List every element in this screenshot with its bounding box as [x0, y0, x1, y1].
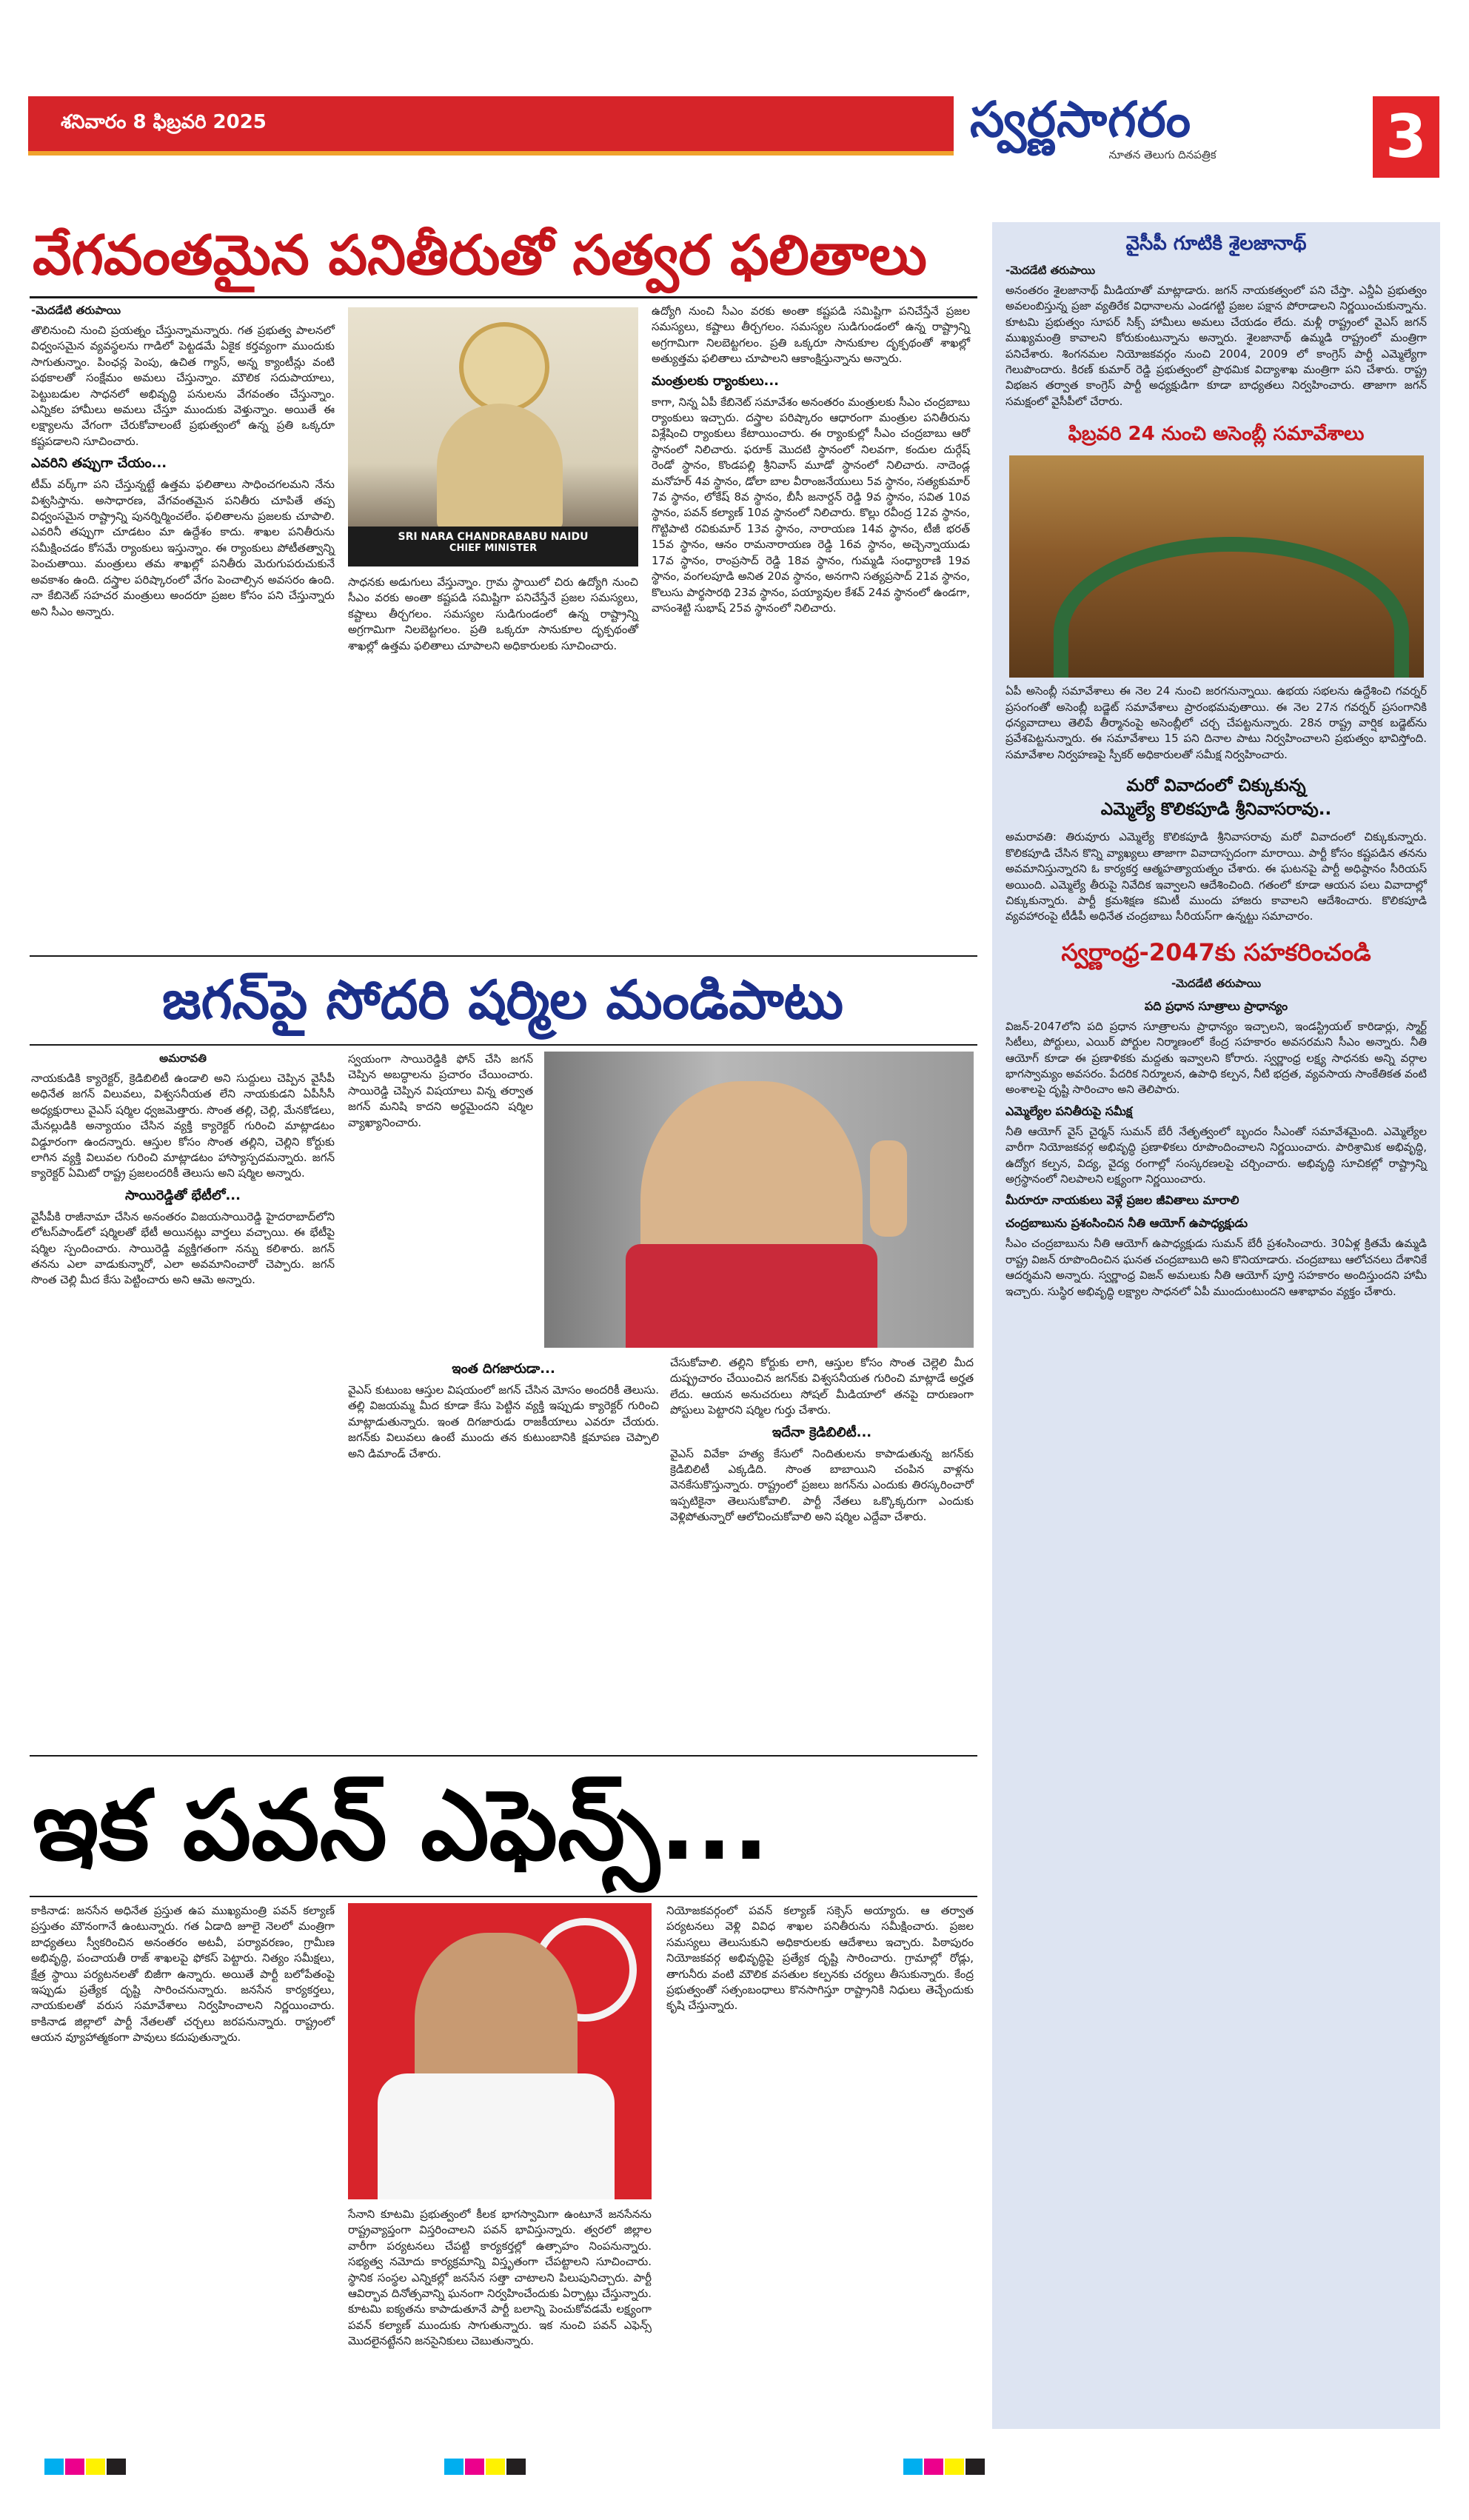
- sidebar-story3-text: అమరావతి: తిరువూరు ఎమ్మెల్యే కొలికపూడి శ్రీనివాసరావు మరో వివాదంలో చిక్కుకున్నారు. కొలికపూడి చేసిన కొన్ని వ్యాఖ్యలు తాజాగా వివాదాస్పదంగా మారాయి. పార్టీ కోసం కష్టపడిన తనను అవమానిస్తున్నారని ఓ కార్యకర్త ఆత్మహత్యాయత్నం చేశారు. ఈ ఘటనపై పార్టీ అధిష్ఠానం సీరియస్ అయింది. ఎమ్మెల్యే తీరుపై నివేదిక ఇవ్వాలని ఆదేశించింది. గతంలో కూడా ఆయన పలు వివాదాల్లో చిక్కుకున్నారు. పార్టీ క్రమశిక్షణ కమిటీ ముందు హాజరు కావాలని ఆదేశించారు. కొలికపూడి వ్యవహారంపై టీడీపీ అధినేత చంద్రబాబు సీరియస్‌గా ఉన్నట్టు సమాచారం.: [1005, 830, 1430, 923]
- sidebar-story1-headline: వైసీపీ గూటికి శైలజానాథ్: [1125, 233, 1307, 255]
- story1-para1: తొలినుంచి నుంచి ప్రయత్నం చేస్తున్నామన్నారు. గత ప్రభుత్వ పాలనలో విధ్వంసమైన వ్యవస్థలను గాడిలో పెట్టడమే ఏకైక కర్తవ్యంగా ముందుకు సాగుతున్నాం. పింఛన్ల పెంపు, ఉచిత గ్యాస్, అన్న క్యాంటీన్లు వంటి పథకాలతో సంక్షేమం అమలు చేస్తున్నాం. మౌలిక సదుపాయాలు, పెట్టుబడుల సాధనలో అభివృద్ధి పనులను వేగవంతం చేస్తున్నాం. ఎన్నికల హామీలు అమలు చేస్తూ ముందుకు వెళ్తున్నాం. అయితే ఈ లక్ష్యాలను వేగంగా చేరుకోవాలంటే ప్రభుత్వంలో ఉన్న ప్రతి ఒక్కరూ కష్టపడాలని సూచించారు.: [31, 324, 338, 448]
- story1-para3: సాధనకు అడుగులు వేస్తున్నాం. గ్రామ స్థాయిలో చిరు ఉద్యోగి నుంచి సీఎం వరకు అంతా కష్టపడి సమిష్టిగా పనిచేస్తేనే ప్రజల సమస్యలు, కష్టాలు తీర్చగలం. సమస్యల సుడిగుండంలో ఉన్న రాష్ట్రాన్ని అగ్రగామిగా నిలబెట్టగలం. ప్రతి ఒక్కరూ సానుకూల దృక్పథంతో శాఖల్లో ఉత్తమ ఫలితాలు చూపాలని అధికారులకు సూచించారు.: [348, 575, 642, 652]
- registration-bar-left: [44, 2459, 127, 2478]
- story1-col3: [652, 304, 974, 616]
- sidebar-story4-sub1: పది ప్రధాన సూత్రాలు ప్రాధాన్యం: [1144, 998, 1288, 1013]
- story1-rule: [30, 296, 977, 298]
- story2-byline: అమరావతి: [159, 1052, 207, 1065]
- story1-subhead2: మంత్రులకు ర్యాంకులు...: [652, 372, 780, 389]
- story3-headline: ఇక పవన్ ఎఫెన్స్...: [33, 1769, 769, 1882]
- story3-para1: కాకినాడ: జనసేన అధినేత ప్రస్తుత ఉప ముఖ్యమంత్రి పవన్ కల్యాణ్ ప్రస్తుతం మౌనంగానే ఉంటున్నారు. గత ఏడాది జూలై నెలలో మంత్రిగా బాధ్యతలు స్వీకరించిన అనంతరం అటవీ, పర్యావరణం, గ్రామీణ అభివృద్ధి, పంచాయతీ రాజ్ శాఖలపై ఫోకస్ పెట్టారు. నిత్యం సమీక్షలు, క్షేత్ర స్థాయి పర్యటనలతో బిజీగా ఉన్నారు. అయితే పార్టీ బలోపేతంపై ఇప్పుడు ప్రత్యేక దృష్టి సారించనున్నారు. జనసేన కార్యకర్తలు, నాయకులతో వరుస సమావేశాలు నిర్వహించాలని నిర్ణయించారు. కాకినాడ జిల్లాలో పార్టీ నేతలతో చర్చలు జరపనున్నారు. రాష్ట్రంలో ఆయన వ్యూహాత్మకంగా పావులు కదుపుతున్నారు.: [31, 1904, 338, 2045]
- photo-caption-role: CHIEF MINISTER: [449, 543, 538, 554]
- sidebar-story4-headline: స్వర్ణాంధ్ర-2047కు సహకరించండి: [1061, 938, 1371, 966]
- raised-hand: [870, 1140, 907, 1237]
- story1-col1: [31, 304, 338, 620]
- date-bar-stripe: [28, 151, 954, 156]
- story3-para2: నియోజకవర్గంలో పవన్ కల్యాణ్ సక్సెస్ అయ్యారు. ఆ తర్వాత పర్యటనలు వెళ్లి వివిధ శాఖల పనితీరును సమీక్షించారు. ప్రజల సమస్యలు తెలుసుకుని అధికారులకు ఆదేశాలు ఇచ్చారు. పిఠాపురం నియోజకవర్గ అభివృద్ధిపై ప్రత్యేక దృష్టి సారించారు. గ్రామాల్లో రోడ్లు, తాగునీరు వంటి మౌలిక వసతుల కల్పనకు చర్యలు తీసుకున్నారు. కేంద్ర ప్రభుత్వంతో సత్సంబంధాలు కొనసాగిస్తూ రాష్ట్రానికి నిధులు తెచ్చేందుకు కృషి చేస్తున్నారు.: [666, 1904, 977, 2013]
- story2-subhead1: సాయిరెడ్డితో భేటీలో...: [125, 1187, 241, 1203]
- saree-shape: [626, 1244, 877, 1348]
- story3-para3: సేనాని కూటమి ప్రభుత్వంలో కీలక భాగస్వామిగా ఉంటూనే జనసేనను రాష్ట్రవ్యాప్తంగా విస్తరించాలని పవన్ భావిస్తున్నారు. త్వరలో జిల్లాల వారీగా పర్యటనలు చేపట్టి కార్యకర్తల్లో ఉత్సాహం నింపనున్నారు. సభ్యత్వ నమోదు కార్యక్రమాన్ని విస్తృతంగా చేపట్టాలని సూచించారు. స్థానిక సంస్థల ఎన్నికల్లో జనసేన సత్తా చాటాలని పిలుపునిచ్చారు. పార్టీ ఆవిర్భావ దినోత్సవాన్ని ఘనంగా నిర్వహించేందుకు ఏర్పాట్లు చేస్తున్నారు. కూటమి ఐక్యతను కాపాడుతూనే పార్టీ బలాన్ని పెంచుకోవడమే లక్ష్యంగా పవన్ కల్యాణ్ ముందుకు సాగుతున్నారు. ఇక నుంచి పవన్ ఎఫెన్స్ మొదలైనట్టేనని జనసైనికులు చెబుతున్నారు.: [348, 2207, 655, 2348]
- story2-col2-top: [348, 1052, 537, 1131]
- story3-rule-top: [30, 1755, 977, 1757]
- date-text: శనివారం 8 ఫిబ్రవరి 2025: [61, 111, 267, 133]
- sidebar-story4-text2: నీతి ఆయోగ్ వైస్ చైర్మన్ సుమన్ బేరీ నేతృత్వంలో బృందం సీఎంతో సమావేశమైంది. ఎమ్మెల్యేల వారీగా నియోజకవర్గ అభివృద్ధి ప్రణాళికలు రూపొందించాలని నిర్ణయించారు. పారిశ్రామిక అభివృద్ధి, ఉద్యోగ కల్పన, విద్య, వైద్య రంగాల్లో సంస్కరణలపై చర్చించారు. అభివృద్ధి సూచికల్లో రాష్ట్రాన్ని అగ్రస్థానంలో నిలపాలని లక్ష్యంగా నిర్ణయించారు.: [1005, 1124, 1430, 1186]
- story3-col1: [31, 1903, 338, 2046]
- story2-col1: [31, 1052, 338, 1289]
- assembly-seats: [1054, 537, 1409, 678]
- sidebar-story1-byline: -మెదడేటి తరుపాయి: [1005, 264, 1096, 277]
- sidebar-story4-text3: సీఎం చంద్రబాబును నీతి ఆయోగ్ ఉపాధ్యక్షుడు సుమన్ బేరీ ప్రశంసించారు. 30ఏళ్ల క్రితమే ఉమ్మడి రాష్ట్ర విజన్ రూపొందించిన ఘనత చంద్రబాబుది అని కొనియాడారు. చంద్రబాబు ఆలోచనలు దేశానికే ఆదర్శమని అన్నారు. స్వర్ణాంధ్ర విజన్ అమలుకు నీతి ఆయోగ్ పూర్తి సహకారం అందిస్తుందని హామీ ఇచ్చారు. సుస్థిర అభివృద్ధి లక్ష్యాల సాధనలో ఏపీ ముందుంటుందని ఆశాభావం వ్యక్తం చేశారు.: [1005, 1237, 1430, 1298]
- white-shirt: [378, 2073, 615, 2199]
- sidebar-story4-sub3: మీరూరూ నాయకులు వెళ్లే ప్రజల జీవితాలు మారాలి: [1005, 1193, 1239, 1208]
- story2-para6: వైఎస్ వివేకా హత్య కేసులో నిందితులను కాపాడుతున్న జగన్‌కు క్రెడిబిలిటీ ఎక్కడిది. సొంత బాబాయిని చంపిన వాళ్లను వెనకేసుకొస్తున్నారు. రాష్ట్రంలో ప్రజలు జగన్‌ను ఎందుకు తిరస్కరించారో ఇప్పటికైనా తెలుసుకోవాలి. పార్టీ నేతలు ఒక్కొక్కరుగా ఎందుకు వెళ్లిపోతున్నారో ఆలోచించుకోవాలి అని షర్మిల ఎద్దేవా చేశారు.: [670, 1446, 977, 1524]
- sidebar-story1-text: అనంతరం శైలజానాథ్ మీడియాతో మాట్లాడారు. జగన్ నాయకత్వంలో పని చేస్తా. ఎన్డీఏ ప్రభుత్వం అవలంబిస్తున్న ప్రజా వ్యతిరేక విధానాలను ఎండగట్టి ప్రజల పక్షాన పోరాడాలని నిర్ణయించుకున్నాను. కూటమి ప్రభుత్వం సూపర్ సిక్స్ హామీలు అమలు చేయడం లేదు. మళ్లీ రాష్ట్రంలో వైఎస్ జగన్ ముఖ్యమంత్రి కావాలని కోరుకుంటున్నాను అన్నారు. శైలజానాథ్ ఉమ్మడి రాష్ట్రంలో మంత్రిగా పనిచేశారు. శింగనమల నియోజకవర్గం నుంచి 2004, 2009 లో కాంగ్రెస్ పార్టీ ఎమ్మెల్యేగా గెలుపొందారు. కిరణ్ కుమార్ రెడ్డి ప్రభుత్వంలో ప్రాథమిక విద్యాశాఖ మంత్రిగా పని చేశారు. రాష్ట్ర విభజన తర్వాత కాంగ్రెస్ పార్టీ అధ్యక్షుడిగా కూడా బాధ్యతలు నిర్వహించారు. తాజాగా జగన్ సమక్షంలో వైసీపీలో చేరారు.: [1005, 284, 1430, 408]
- sidebar-story3-headline-line1: మరో వివాదంలో చిక్కుకున్న: [1126, 776, 1306, 796]
- story2-headline: జగన్‌పై సోదరి షర్మిల మండిపాటు: [161, 969, 844, 1031]
- photo-caption-name: SRI NARA CHANDRABABU NAIDU: [398, 531, 589, 543]
- sidebar-story4-byline: -మెదడేటి తరుపాయి: [1171, 976, 1262, 990]
- story2-para4: వైఎస్ కుటుంబ ఆస్తుల విషయంలో జగన్ చేసిన మోసం అందరికీ తెలుసు. తల్లి విజయమ్మ మీద కూడా కేసు పెట్టిన వ్యక్తి ఇప్పుడు క్యారెక్టర్ గురించి మాట్లాడుతున్నారు. ఇంత దిగజారుడు రాజకీయాలు ఎవరూ చేయరు. జగన్‌కు విలువలు ఉంటే ముందు తన కుటుంబానికి క్షమాపణ చెప్పాలి అని డిమాండ్ చేశారు.: [348, 1383, 663, 1460]
- masthead-logo: [970, 89, 1355, 170]
- story2-col2-bottom: [348, 1355, 663, 1462]
- story2-subhead3: ఇదేనా క్రెడిబిలిటీ...: [772, 1424, 872, 1440]
- story1-subhead1: ఎవరిని తప్పుగా చేయం...: [31, 455, 167, 472]
- registration-bar-right: [903, 2459, 986, 2478]
- story3-col3: [666, 1903, 977, 2014]
- masthead-title: స్వర్ణసాగరం: [970, 91, 1192, 148]
- story1-photo: [348, 307, 638, 567]
- sidebar-story4-text1: విజన్-2047లోని పది ప్రధాన సూత్రాలను ప్రాధాన్యం ఇచ్చాలని, ఇండస్ట్రియల్ కారిడార్లు, స్మార్ట్ సిటీలు, పోర్టులు, ఎయిర్ పోర్టుల నిర్మాణంలో కేంద్ర సహకారం అవసరమని సీఎం అన్నారు. నీతి ఆయోగ్ కూడా ఈ ప్రణాళికకు మద్దతు ఇవ్వాలని కోరారు. స్వర్ణాంధ్ర లక్ష్య సాధనకు అన్ని వర్గాల భాగస్వామ్యం అవసరం. పేదరిక నిర్మూలన, ఉపాధి కల్పన, నీటి భద్రత, వ్యవసాయ సాంకేతికత వంటి అంశాలపై దృష్టి సారించాం అని తెలిపారు.: [1005, 1019, 1430, 1097]
- story1-headline: వేగవంతమైన పనితీరుతో సత్వర ఫలితాలు: [33, 224, 927, 287]
- story1-para4: ఉద్యోగి నుంచి సీఎం వరకు అంతా కష్టపడి సమిష్టిగా పనిచేస్తేనే ప్రజల సమస్యలు, కష్టాలు తీర్చగలం. సమస్యల సుడిగుండంలో ఉన్న రాష్ట్రాన్ని అగ్రగామిగా నిలబెట్టగలం. ప్రతి ఒక్కరూ సానుకూల దృక్పథంతో శాఖల్లో అత్యుత్తమ ఫలితాలు చూపాలని ఆకాంక్షిస్తున్నాను అన్నారు.: [652, 304, 974, 366]
- story2-para3: స్వయంగా సాయిరెడ్డికి ఫోన్ చేసి జగన్ చెప్పిన అబద్ధాలను ప్రచారం చేయించారు. సాయిరెడ్డి చెప్పిన విషయాలు విన్న తర్వాత జగన్ మనిషి కాదని అర్థమైందని షర్మిల వ్యాఖ్యానించారు.: [348, 1052, 537, 1129]
- story2-para1: నాయకుడికి క్యారెక్టర్, క్రెడిబిలిటీ ఉండాలి అని సుద్దులు చెప్పిన వైసీపీ అధినేత జగన్ విలువలు, విశ్వసనీయత లేని నాయకుడని ఏపీసీసీ అధ్యక్షురాలు వైఎస్ షర్మిల ధ్వజమెత్తారు. సొంత తల్లి, చెల్లి, మేనకోడలు, మేనల్లుడికి అన్యాయం చేసిన వ్యక్తి క్యారెక్టర్ గురించి మాట్లాడటం విడ్డూరంగా ఉందన్నారు. ఆస్తుల కోసం సొంత తల్లిని, చెల్లిని కోర్టుకు లాగిన వ్యక్తి విలువల గురించి మాట్లాడటం హాస్యాస్పదమన్నారు. జగన్ క్యారెక్టర్ ఏమిటో రాష్ట్ర ప్రజలందరికీ తెలుసు అని షర్మిల అన్నారు.: [31, 1072, 338, 1180]
- story3-rule: [30, 1896, 977, 1897]
- sidebar: [992, 222, 1440, 2429]
- caption-box: [348, 527, 638, 567]
- story3-col2-bottom: [348, 2207, 655, 2350]
- sidebar-story2-text: ఏపీ అసెంబ్లీ సమావేశాలు ఈ నెల 24 నుంచి జరగనున్నాయి. ఉభయ సభలను ఉద్దేశించి గవర్నర్ ప్రసంగంతో అసెంబ్లీ బడ్జెట్ సమావేశాలు ప్రారంభమవుతాయి. ఈ నెల 27న గవర్నర్ ప్రసంగానికి ధన్యవాదాలు తెలిపే తీర్మానంపై అసెంబ్లీలో చర్చ చేపట్టనున్నారు. 28న రాష్ట్ర వార్షిక బడ్జెట్‌ను ప్రవేశపెట్టనున్నారు. ఈ సమావేశాలు 15 పని దినాల పాటు నిర్వహించాలని ప్రభుత్వం భావిస్తోంది. సమావేశాల నిర్వహణపై స్పీకర్ అధికారులతో సమీక్ష నిర్వహించారు.: [1005, 684, 1430, 761]
- story2-para5: చేసుకోవాలి. తల్లిని కోర్టుకు లాగి, ఆస్తుల కోసం సొంత చెల్లెలి మీద దుష్ప్రచారం చేయించిన జగన్‌కు విశ్వసనీయత గురించి మాట్లాడే అర్హత లేదు. ఆయన అనుచరులు సోషల్ మీడియాలో తనపై దారుణంగా పోస్టులు పెట్టారని షర్మిల గుర్తు చేశారు.: [670, 1356, 977, 1417]
- story2-col3-bottom: [670, 1355, 977, 1525]
- story2-rule: [30, 1044, 977, 1046]
- masthead-tagline: నూతన తెలుగు దినపత్రిక: [1108, 148, 1217, 161]
- story1-para2: టీమ్ వర్క్‌గా పని చేస్తున్నట్టే ఉత్తమ ఫలితాలు సాధించగలమని నేను విశ్వసిస్తాను. అసాధారణ, వేగవంతమైన పనితీరు చూపితే తప్ప విధ్వంసమైన రాష్ట్రాన్ని పునర్నిర్మించలేం. ఫలితాలను ప్రజలకు చూపాలి. ఎవరినీ తప్పుగా చూడటం మా ఉద్దేశం కాదు. శాఖల పనితీరును సమీక్షించడం కోసమే ర్యాంకులు ఇస్తున్నాం. ఈ ర్యాంకులు పోటీతత్వాన్ని పెంచుతాయి. మంత్రులు తమ శాఖల్లో పనితీరు మెరుగుపరుచుకునే అవకాశం ఉంది. దస్త్రాల పరిష్కారంలో వేగం పెంచాల్సిన అవసరం ఉంది. నా కేబినెట్ సహచర మంత్రులు అందరూ ప్రజల కోసం పని చేస్తున్నారు అని సీఎం అన్నారు.: [31, 478, 338, 618]
- story1-para5: కాగా, నిన్న ఏపీ కేబినెట్ సమావేశం అనంతరం మంత్రులకు సీఎం చంద్రబాబు ర్యాంకులు ఇచ్చారు. దస్త్రాల పరిష్కారం ఆధారంగా మంత్రుల పనితీరును విశ్లేషించి ర్యాంకులు కేటాయించారు. ఈ ర్యాంకుల్లో సీఎం చంద్రబాబు ఆరో స్థానంలో నిలిచారు. ఫరూక్ మొదటి స్థానంలో నిలవగా, కందుల దుర్గేష్ రెండో స్థానం, కొండపల్లి శ్రీనివాస్ మూడో స్థానంలో నిలిచారు. నాదెండ్ల మనోహర్ 4వ స్థానం, డోలా బాల వీరాంజనేయులు 5వ స్థానం, సత్యకుమార్ 7వ స్థానం, లోకేష్ 8వ స్థానం, బీసీ జనార్దన్ రెడ్డి 9వ స్థానం, సవిత 10వ స్థానం, పవన్ కల్యాణ్ 10వ స్థానంలో నిలిచారు. కొల్లు రవీంద్ర 12వ స్థానం, గొట్టిపాటి రవికుమార్ 13వ స్థానం, నారాయణ 14వ స్థానం, టీజీ భరత్ 15వ స్థానం, ఆనం రామనారాయణ రెడ్డి 16వ స్థానం, అచ్చెన్నాయుడు 17వ స్థానం, రాంప్రసాద్ రెడ్డి 18వ స్థానం, గుమ్మడి సంధ్యారాణి 19వ స్థానం, వంగలపూడి అనిత 20వ స్థానం, అనగాని సత్యప్రసాద్ 21వ స్థానం, కొలుసు పార్థసారథి 23వ స్థానం, పయ్యావుల కేశవ్ 24వ స్థానంలో ఉండగా, వాసంశెట్టి సుభాష్ 25వ స్థానంలో నిలిచారు.: [652, 395, 974, 615]
- ap-emblem: [459, 322, 549, 412]
- sidebar-story4-sub2: ఎమ్మెల్యేల పనితీరుపై సమీక్ష: [1005, 1103, 1133, 1118]
- sidebar-story3-headline-line2: ఎమ్మెల్యే కొలికపూడి శ్రీనివాసరావు..: [1100, 800, 1332, 820]
- registration-bar-center: [444, 2459, 527, 2478]
- story3-photo: [348, 1903, 652, 2199]
- story2-subhead2: ఇంత దిగజారుడా...: [452, 1361, 555, 1377]
- story2-para2: వైసీపీకి రాజీనామా చేసిన అనంతరం విజయసాయిరెడ్డి హైదరాబాద్‌లోని లోటస్‌పాండ్‌లో షర్మిలతో భేటీ అయినట్లు వార్తలు వచ్చాయి. ఈ భేటీపై షర్మిల స్పందించారు. సాయిరెడ్డి వ్యక్తిగతంగా నన్ను కలిశారు. జగన్ తనను ఎలా వాడుకున్నారో, ఎలా అవమానించారో చెప్పారు. జగన్ సొంత చెల్లి మీద కేసు పెట్టించారు అని ఆమె అన్నారు.: [31, 1209, 338, 1287]
- cm-figure: [437, 404, 563, 529]
- assembly-photo: [1009, 455, 1424, 678]
- story1-byline: -మెదడేటి తరుపాయి: [31, 304, 121, 317]
- sidebar-story4-sub4: చంద్రబాబును ప్రశంసించిన నీతి ఆయోగ్ ఉపాధ్యక్షుడు: [1005, 1216, 1248, 1231]
- page-number: 3: [1373, 96, 1439, 178]
- story2-rule-top: [30, 955, 977, 957]
- story1-col2-bottom: [348, 575, 642, 654]
- sidebar-story2-headline: ఫిబ్రవరి 24 నుంచి అసెంబ్లీ సమావేశాలు: [1068, 423, 1365, 446]
- story2-photo: [544, 1052, 974, 1348]
